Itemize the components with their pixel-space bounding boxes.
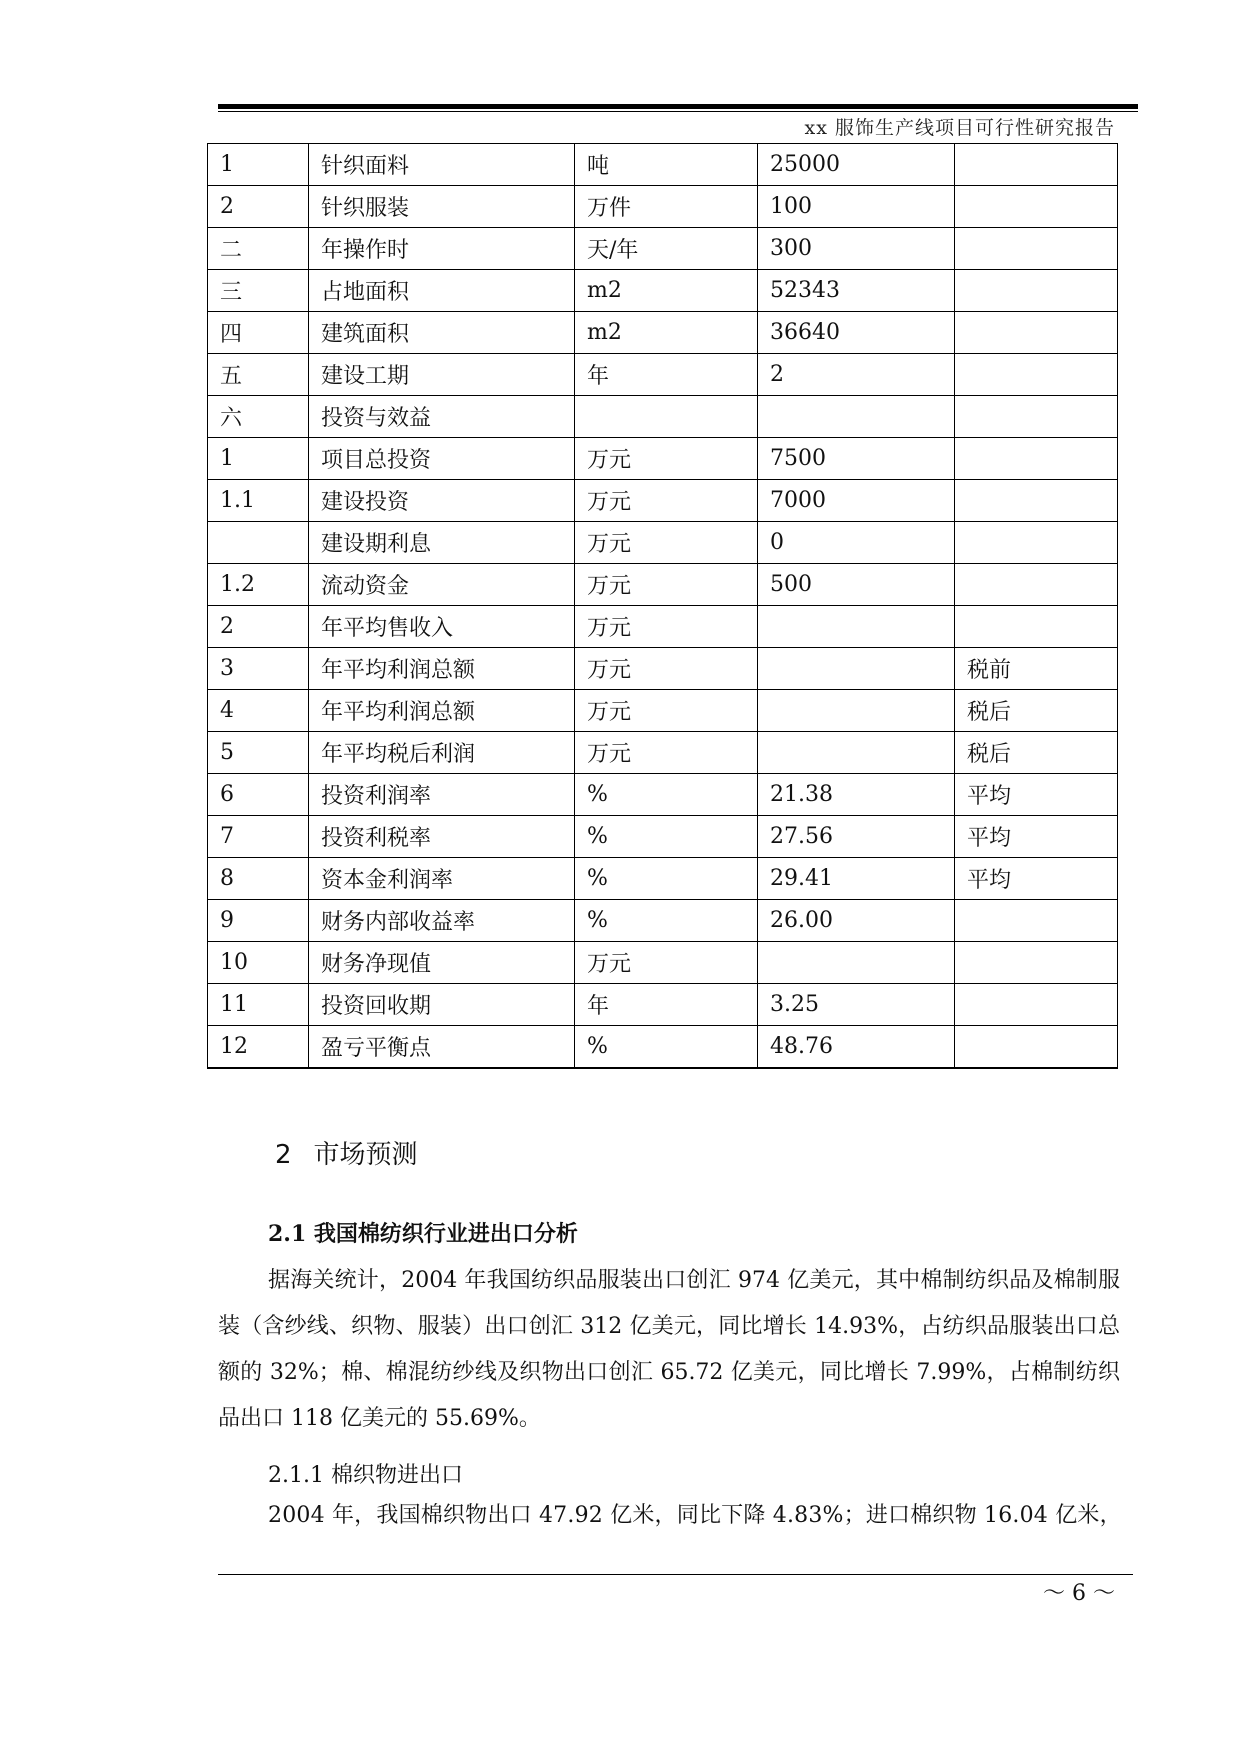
paragraph-cotton-fabric: 2004 年，我国棉织物出口 47.92 亿米，同比下降 4.83%；进口棉织物 16.04 亿米，: [268, 1503, 1122, 1528]
item-name-cell: 占地面积: [309, 270, 575, 312]
item-no-cell: 1: [208, 144, 309, 186]
item-name-cell: 投资利润率: [309, 774, 575, 816]
table-row: [208, 144, 1118, 186]
note-cell: [955, 984, 1118, 1026]
value-cell: 25000: [758, 144, 955, 186]
table-row: [208, 564, 1118, 606]
item-no-cell: 7: [208, 816, 309, 858]
note-cell: [955, 354, 1118, 396]
table-row: [208, 606, 1118, 648]
item-no-cell: 11: [208, 984, 309, 1026]
unit-cell: 万元: [575, 732, 758, 774]
item-name-cell: 建设期利息: [309, 522, 575, 564]
item-name-cell: 年平均利润总额: [309, 690, 575, 732]
item-no-cell: 10: [208, 942, 309, 984]
paragraph-export-stats: [218, 1258, 1120, 1442]
note-cell: [955, 186, 1118, 228]
item-name-cell: 建设工期: [309, 354, 575, 396]
unit-cell: [575, 396, 758, 438]
note-cell: [955, 312, 1118, 354]
item-name-cell: 财务净现值: [309, 942, 575, 984]
unit-cell: 万元: [575, 942, 758, 984]
section-heading: [275, 1134, 418, 1171]
item-name-cell: 流动资金: [309, 564, 575, 606]
table-row: [208, 858, 1118, 900]
item-name-cell: 年平均售收入: [309, 606, 575, 648]
unit-cell: 万元: [575, 480, 758, 522]
subsection-heading-2: 2.1.1 棉织物进出口: [268, 1463, 463, 1488]
value-cell: 48.76: [758, 1026, 955, 1069]
section-number: 2: [275, 1140, 292, 1170]
item-no-cell: 2: [208, 186, 309, 228]
note-cell: [955, 228, 1118, 270]
item-name-cell: 建筑面积: [309, 312, 575, 354]
unit-cell: %: [575, 816, 758, 858]
header-rule-thin: [218, 111, 1138, 112]
table-row: [208, 522, 1118, 564]
note-cell: [955, 900, 1118, 942]
note-cell: [955, 606, 1118, 648]
table-row: [208, 354, 1118, 396]
item-no-cell: 1.1: [208, 480, 309, 522]
table-row: [208, 774, 1118, 816]
document-header-title: xx 服饰生产线项目可行性研究报告: [804, 117, 1115, 139]
unit-cell: 万元: [575, 606, 758, 648]
value-cell: 26.00: [758, 900, 955, 942]
table-row: [208, 480, 1118, 522]
value-cell: 2: [758, 354, 955, 396]
note-cell: [955, 942, 1118, 984]
footer-rule: [218, 1574, 1133, 1575]
unit-cell: m2: [575, 312, 758, 354]
unit-cell: 吨: [575, 144, 758, 186]
table-row: [208, 648, 1118, 690]
unit-cell: 万元: [575, 564, 758, 606]
section-title: 市场预测: [313, 1140, 418, 1170]
value-cell: 7500: [758, 438, 955, 480]
unit-cell: 年: [575, 984, 758, 1026]
table-row: [208, 900, 1118, 942]
table-row: [208, 816, 1118, 858]
value-cell: [758, 690, 955, 732]
note-cell: 税后: [955, 690, 1118, 732]
value-cell: 29.41: [758, 858, 955, 900]
note-cell: 平均: [955, 858, 1118, 900]
note-cell: [955, 144, 1118, 186]
value-cell: [758, 942, 955, 984]
item-no-cell: 5: [208, 732, 309, 774]
paragraph-text: 据海关统计，2004 年我国纺织品服装出口创汇 974 亿美元，其中棉制纺织品及棉制服装（含纱线、织物、服装）出口创汇 312 亿美元，同比增长 14.93%，占纺织品服装出口总额的 32%；棉、棉混纺纱线及织物出口创汇 65.72 亿美元，同比增长 7.99%，占棉制纺织品出口 118 亿美元的 55.69%。: [218, 1268, 1120, 1431]
item-no-cell: 6: [208, 774, 309, 816]
value-cell: 100: [758, 186, 955, 228]
unit-cell: %: [575, 858, 758, 900]
value-cell: 27.56: [758, 816, 955, 858]
item-no-cell: [208, 522, 309, 564]
value-cell: 7000: [758, 480, 955, 522]
table-row: [208, 312, 1118, 354]
value-cell: 36640: [758, 312, 955, 354]
item-no-cell: 五: [208, 354, 309, 396]
value-cell: [758, 396, 955, 438]
item-name-cell: 年操作时: [309, 228, 575, 270]
table-row: [208, 984, 1118, 1026]
unit-cell: 天/年: [575, 228, 758, 270]
table-row: [208, 942, 1118, 984]
value-cell: [758, 648, 955, 690]
item-no-cell: 四: [208, 312, 309, 354]
value-cell: [758, 606, 955, 648]
value-cell: 52343: [758, 270, 955, 312]
note-cell: [955, 438, 1118, 480]
item-name-cell: 投资与效益: [309, 396, 575, 438]
note-cell: [955, 270, 1118, 312]
item-no-cell: 六: [208, 396, 309, 438]
unit-cell: 万元: [575, 648, 758, 690]
item-name-cell: 投资回收期: [309, 984, 575, 1026]
item-name-cell: 年平均税后利润: [309, 732, 575, 774]
table-row: [208, 732, 1118, 774]
table-row: [208, 438, 1118, 480]
item-name-cell: 针织面料: [309, 144, 575, 186]
table-row: [208, 396, 1118, 438]
item-name-cell: 盈亏平衡点: [309, 1026, 575, 1069]
subsection-heading: 2.1 我国棉纺织行业进出口分析: [268, 1221, 578, 1247]
item-no-cell: 8: [208, 858, 309, 900]
table-row: [208, 270, 1118, 312]
note-cell: [955, 480, 1118, 522]
unit-cell: %: [575, 774, 758, 816]
item-name-cell: 资本金利润率: [309, 858, 575, 900]
item-no-cell: 4: [208, 690, 309, 732]
item-name-cell: 建设投资: [309, 480, 575, 522]
value-cell: 21.38: [758, 774, 955, 816]
note-cell: [955, 564, 1118, 606]
unit-cell: %: [575, 1026, 758, 1069]
item-no-cell: 三: [208, 270, 309, 312]
unit-cell: 万元: [575, 522, 758, 564]
item-no-cell: 12: [208, 1026, 309, 1069]
page-number: ～ 6 ～: [1043, 1581, 1115, 1606]
header-rule: [218, 104, 1138, 109]
table-row: [208, 690, 1118, 732]
item-name-cell: 针织服装: [309, 186, 575, 228]
unit-cell: 万件: [575, 186, 758, 228]
item-no-cell: 9: [208, 900, 309, 942]
item-no-cell: 1: [208, 438, 309, 480]
note-cell: 平均: [955, 774, 1118, 816]
table-row: [208, 1026, 1118, 1069]
table-row: [208, 228, 1118, 270]
item-name-cell: 投资利税率: [309, 816, 575, 858]
value-cell: 0: [758, 522, 955, 564]
item-name-cell: 年平均利润总额: [309, 648, 575, 690]
item-no-cell: 3: [208, 648, 309, 690]
unit-cell: 万元: [575, 438, 758, 480]
value-cell: 300: [758, 228, 955, 270]
item-no-cell: 2: [208, 606, 309, 648]
item-no-cell: 二: [208, 228, 309, 270]
table-row: [208, 186, 1118, 228]
note-cell: 平均: [955, 816, 1118, 858]
item-name-cell: 项目总投资: [309, 438, 575, 480]
value-cell: [758, 732, 955, 774]
unit-cell: %: [575, 900, 758, 942]
project-spec-table: [207, 143, 1118, 1069]
value-cell: 500: [758, 564, 955, 606]
unit-cell: 年: [575, 354, 758, 396]
item-name-cell: 财务内部收益率: [309, 900, 575, 942]
note-cell: [955, 1026, 1118, 1069]
note-cell: [955, 522, 1118, 564]
value-cell: 3.25: [758, 984, 955, 1026]
unit-cell: 万元: [575, 690, 758, 732]
unit-cell: m2: [575, 270, 758, 312]
note-cell: 税后: [955, 732, 1118, 774]
note-cell: [955, 396, 1118, 438]
note-cell: 税前: [955, 648, 1118, 690]
item-no-cell: 1.2: [208, 564, 309, 606]
